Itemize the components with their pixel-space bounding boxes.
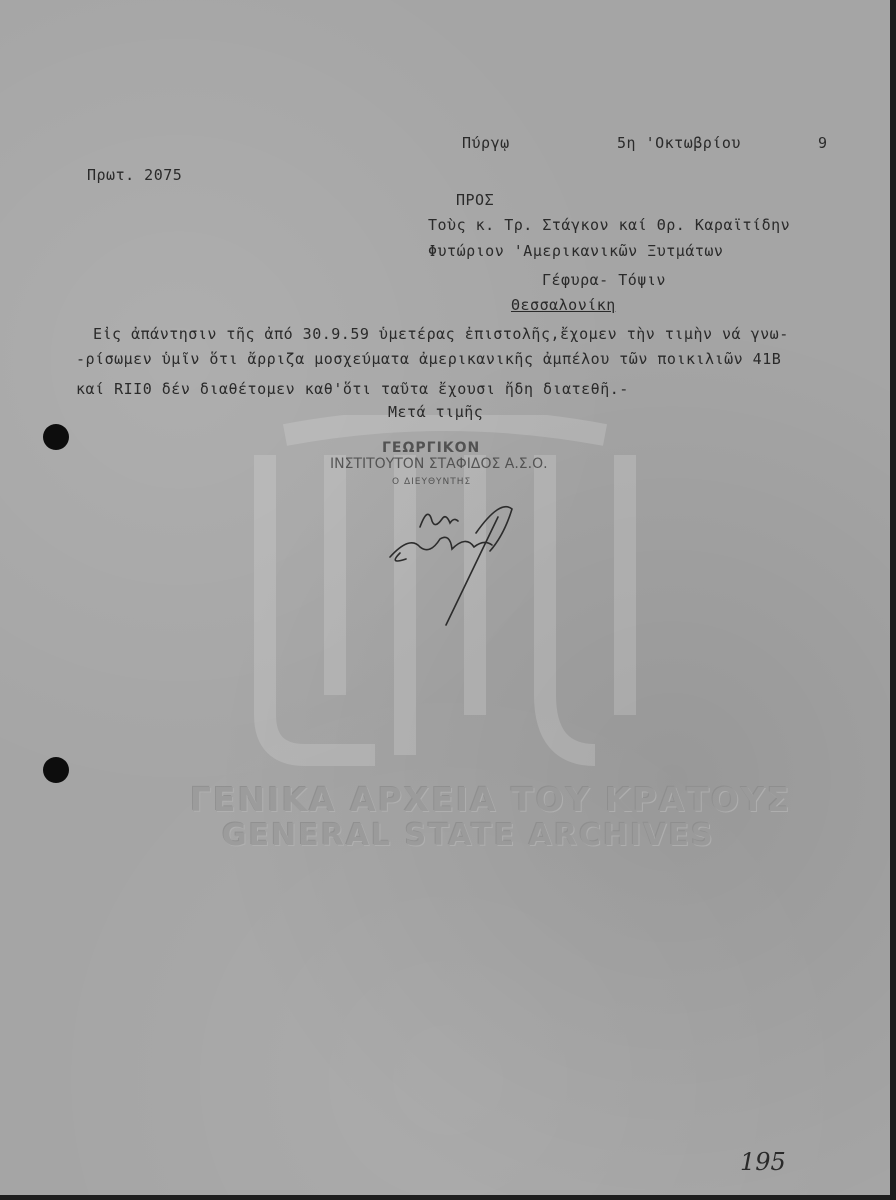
- punch-hole-bottom: [43, 757, 69, 783]
- recipient-label: ΠΡΟΣ: [456, 191, 495, 209]
- page-edge-right: [890, 0, 896, 1200]
- punch-hole-top: [43, 424, 69, 450]
- handwritten-signature: [380, 495, 530, 635]
- watermark-english: GENERAL STATE ARCHIVES: [222, 818, 715, 853]
- closing-salutation: Μετά τιμῆς: [388, 403, 484, 421]
- stamp-line-1: ΓΕΩΡΓΙΚΟΝ: [382, 440, 481, 456]
- stamp-line-2: ΙΝΣΤΙΤΟΥΤΟΝ ΣΤΑΦΙΔΟΣ Α.Σ.Ο.: [330, 456, 548, 472]
- stamp-line-3: Ο ΔΙΕΥΘΥΝΤΗΣ: [392, 477, 472, 487]
- svg-text:195: 195: [740, 1148, 786, 1176]
- body-line-3: καί RII0 δέν διαθέτομεν καθ'ὅτι ταῦτα ἔχουσι ἤδη διατεθῆ.-: [76, 380, 629, 398]
- recipient-locality: Γέφυρα- Τόψιν: [542, 271, 666, 289]
- year-digit: 9: [818, 134, 828, 152]
- body-line-1: Εἰς ἀπάντησιν τῆς ἀπό 30.9.59 ὑμετέρας ἐπιστολῆς,ἔχομεν τὴν τιμὴν νά γνω-: [93, 325, 789, 343]
- body-line-2: -ρίσωμεν ὑμῖν ὅτι ἄρριζα μοσχεύματα ἀμερικανικῆς ἀμπέλου τῶν ποικιλιῶν 41Β: [76, 350, 782, 368]
- page-edge-bottom: [0, 1195, 896, 1200]
- date: 5η 'Οκτωβρίου: [617, 134, 741, 152]
- page-number-handwritten: [738, 1140, 788, 1180]
- recipient-name: Τοὺς κ. Τρ. Στάγκον καί Θρ. Καραϊτίδην: [428, 216, 791, 234]
- watermark-greek: ΓΕΝΙΚΑ ΑΡΧΕΙΑ ΤΟΥ ΚΡΑΤΟΥΣ: [190, 780, 792, 819]
- recipient-company: Φυτώριον 'Αμερικανικῶν Ξυτμάτων: [428, 242, 724, 260]
- place-name: Πύργῳ: [462, 134, 510, 152]
- protocol-number: Πρωτ. 2075: [87, 166, 183, 184]
- recipient-city: Θεσσαλονίκη: [511, 296, 616, 314]
